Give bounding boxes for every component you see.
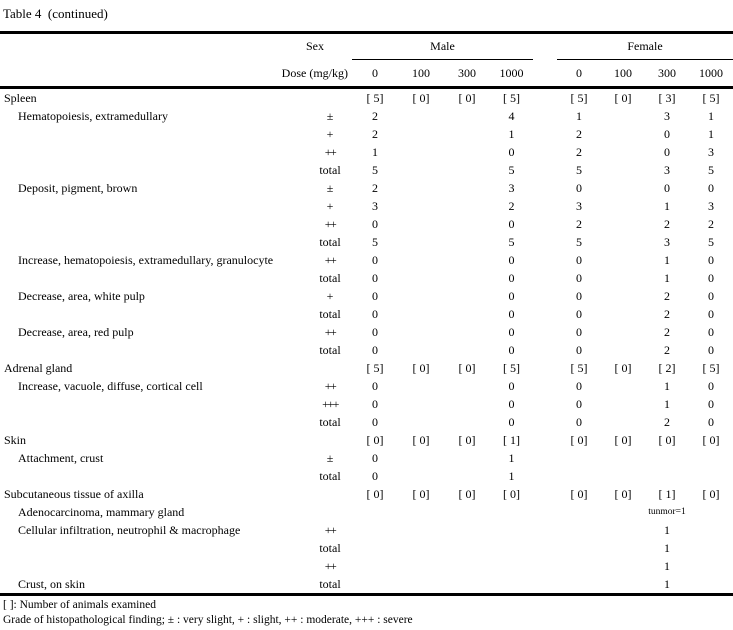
value-cell: 2 [372, 126, 378, 141]
value-cell: 0 [508, 378, 515, 393]
dose-col-male-0: 0 [372, 65, 378, 80]
value-cell: 0 [508, 342, 515, 357]
value-cell: [ 5] [570, 90, 588, 105]
value-cell: 0 [576, 288, 582, 303]
footnotes [0, 598, 733, 628]
value-cell: [ 5] [702, 360, 720, 375]
value-cell: 1 [664, 378, 670, 393]
value-cell: 0 [508, 144, 515, 159]
value-cell: 0 [664, 126, 670, 141]
table-row [0, 143, 733, 161]
table-row [0, 89, 733, 107]
row-label: Crust, on skin [18, 576, 86, 591]
value-cell: 1 [372, 144, 378, 159]
table-row [0, 323, 733, 341]
value-cell: 0 [576, 378, 582, 393]
value-cell: 2 [576, 216, 582, 231]
value-cell: 0 [664, 180, 670, 195]
value-cell: [ 0] [458, 486, 476, 501]
row-label: Deposit, pigment, brown [18, 180, 138, 195]
value-cell: [ 0] [458, 432, 476, 447]
value-cell: 0 [576, 180, 582, 195]
value-cell: 0 [576, 324, 582, 339]
row-label: Subcutaneous tissue of axilla [4, 486, 144, 501]
table-row [0, 179, 733, 197]
table-row [0, 413, 733, 431]
value-cell: 1 [664, 270, 670, 285]
table-row [0, 521, 733, 539]
value-cell: 0 [372, 378, 378, 393]
male-group-header: Male [352, 34, 533, 60]
table-row [0, 485, 733, 503]
bottom-rule [0, 593, 733, 596]
dose-col-male-1000: 1000 [499, 65, 524, 80]
value-cell: 0 [372, 288, 378, 303]
value-cell: [ 5] [503, 360, 520, 375]
row-label: Cellular infiltration, neutrophil & macrophage [18, 522, 241, 537]
value-cell: 2 [708, 216, 714, 231]
row-label: Spleen [4, 90, 37, 105]
grade-cell: +++ [322, 396, 338, 411]
row-label: Hematopoiesis, extramedullary [18, 108, 168, 123]
row-label: Adenocarcinoma, mammary gland [18, 504, 185, 519]
value-cell: 0 [708, 306, 714, 321]
value-cell: 5 [708, 234, 714, 249]
header-sex-row [0, 34, 733, 60]
table-row [0, 287, 733, 305]
grade-cell: total [319, 162, 341, 177]
value-cell: 3 [708, 198, 714, 213]
value-cell: 3 [708, 144, 714, 159]
value-cell: 1 [664, 540, 670, 555]
value-cell: 0 [508, 252, 515, 267]
grade-cell: total [319, 540, 341, 555]
grade-cell: ± [326, 450, 334, 465]
value-cell: 1 [508, 450, 515, 465]
dose-header-label: Dose (mg/kg) [281, 65, 348, 80]
grade-cell: ++ [324, 324, 336, 339]
dose-col-female-0: 0 [576, 65, 582, 80]
value-cell: 5 [372, 234, 378, 249]
value-cell: 0 [708, 378, 714, 393]
value-cell: 0 [372, 450, 378, 465]
value-cell: 2 [576, 126, 582, 141]
value-cell: 1 [664, 558, 670, 573]
value-cell: 2 [664, 342, 670, 357]
table-row [0, 125, 733, 143]
value-cell: 5 [708, 162, 714, 177]
footnote-grades: Grade of histopathological finding; ± : very slight, + : slight, ++ : moderate, +++ : severe [3, 614, 413, 626]
value-cell: 3 [664, 162, 670, 177]
value-cell: 5 [576, 234, 582, 249]
table-row [0, 503, 733, 521]
grade-cell: ++ [324, 216, 336, 231]
table-row [0, 557, 733, 575]
row-label: Adrenal gland [4, 360, 73, 375]
value-cell: 1 [576, 108, 582, 123]
value-cell: 2 [508, 198, 515, 213]
value-cell: [ 5] [366, 90, 384, 105]
footnote-brackets: [ ]: Number of animals examined [3, 599, 156, 611]
value-cell: 1 [664, 522, 670, 537]
value-cell: 4 [508, 108, 515, 123]
value-cell: 5 [508, 234, 515, 249]
value-cell: [ 1] [658, 486, 676, 501]
value-cell: [ 0] [614, 486, 632, 501]
table-row [0, 467, 733, 485]
dose-col-male-300: 300 [458, 65, 476, 80]
value-cell: [ 0] [658, 432, 676, 447]
value-cell: [ 0] [366, 432, 384, 447]
value-cell: 0 [708, 396, 714, 411]
value-cell: [ 5] [570, 360, 588, 375]
table-row [0, 449, 733, 467]
value-cell: 0 [372, 396, 378, 411]
value-cell: [ 0] [458, 360, 476, 375]
value-cell: 0 [576, 396, 582, 411]
grade-cell: ++ [324, 144, 336, 159]
table-row [0, 305, 733, 323]
table-row [0, 575, 733, 593]
row-label: Increase, hematopoiesis, extramedullary, granulocyte [18, 252, 274, 267]
value-cell: 0 [508, 324, 515, 339]
table-row [0, 197, 733, 215]
value-cell: 5 [576, 162, 582, 177]
value-cell: [ 5] [702, 90, 720, 105]
value-cell: [ 2] [658, 360, 676, 375]
value-cell: 1 [664, 576, 670, 591]
table-row [0, 251, 733, 269]
grade-cell: total [319, 468, 341, 483]
value-cell: 0 [576, 306, 582, 321]
value-cell: tunmor=1 [648, 507, 686, 517]
value-cell: 0 [508, 306, 515, 321]
value-cell: [ 0] [614, 360, 632, 375]
table-row [0, 215, 733, 233]
dose-col-male-100: 100 [412, 65, 430, 80]
value-cell: [ 0] [458, 90, 476, 105]
row-label: Attachment, crust [18, 450, 104, 465]
value-cell: 1 [508, 468, 515, 483]
value-cell: 2 [372, 108, 378, 123]
value-cell: [ 0] [412, 432, 430, 447]
value-cell: 0 [508, 270, 515, 285]
value-cell: 1 [508, 126, 515, 141]
table-row [0, 233, 733, 251]
value-cell: [ 0] [412, 360, 430, 375]
value-cell: [ 0] [702, 486, 720, 501]
value-cell: 0 [708, 342, 714, 357]
grade-cell: ++ [324, 558, 336, 573]
value-cell: 0 [508, 396, 515, 411]
grade-cell: ± [326, 108, 334, 123]
grade-cell: + [326, 126, 334, 141]
value-cell: 1 [664, 198, 670, 213]
row-label: Decrease, area, red pulp [18, 324, 134, 339]
value-cell: 1 [664, 252, 670, 267]
value-cell: 3 [372, 198, 378, 213]
value-cell: 0 [372, 216, 378, 231]
value-cell: 3 [664, 234, 670, 249]
value-cell: 2 [372, 180, 378, 195]
value-cell: 0 [508, 216, 515, 231]
value-cell: 0 [508, 414, 515, 429]
sex-header-label: Sex [306, 39, 324, 53]
table-title: Table 4 (continued) [3, 6, 108, 21]
value-cell: 1 [664, 396, 670, 411]
grade-cell: + [326, 288, 334, 303]
value-cell: 2 [664, 288, 670, 303]
value-cell: [ 0] [614, 432, 632, 447]
table-row [0, 341, 733, 359]
value-cell: 0 [372, 252, 378, 267]
table-row [0, 161, 733, 179]
value-cell: 0 [576, 414, 582, 429]
value-cell: 0 [708, 180, 714, 195]
grade-cell: ± [326, 180, 334, 195]
value-cell: [ 0] [570, 432, 588, 447]
table-row [0, 377, 733, 395]
table-row [0, 431, 733, 449]
value-cell: [ 0] [412, 90, 430, 105]
value-cell: [ 0] [503, 486, 520, 501]
value-cell: 0 [576, 270, 582, 285]
header-dose-row [0, 60, 733, 86]
value-cell: 0 [708, 324, 714, 339]
value-cell: [ 0] [412, 486, 430, 501]
value-cell: 3 [576, 198, 582, 213]
row-label: Increase, vacuole, diffuse, cortical cell [18, 378, 203, 393]
value-cell: 2 [664, 414, 670, 429]
value-cell: [ 0] [614, 90, 632, 105]
table-row [0, 395, 733, 413]
table-row [0, 359, 733, 377]
value-cell: 2 [664, 306, 670, 321]
grade-cell: ++ [324, 522, 336, 537]
value-cell: [ 5] [503, 90, 520, 105]
value-cell: 0 [372, 414, 378, 429]
value-cell: 2 [664, 216, 670, 231]
grade-cell: total [319, 306, 341, 321]
grade-cell: total [319, 234, 341, 249]
grade-cell: ++ [324, 252, 336, 267]
value-cell: [ 0] [570, 486, 588, 501]
value-cell: 3 [508, 180, 515, 195]
grade-cell: + [326, 198, 334, 213]
value-cell: 2 [576, 144, 582, 159]
value-cell: 0 [576, 342, 582, 357]
value-cell: [ 3] [658, 90, 676, 105]
value-cell: 0 [576, 252, 582, 267]
value-cell: [ 5] [366, 360, 384, 375]
value-cell: 0 [708, 270, 714, 285]
value-cell: 0 [664, 144, 670, 159]
value-cell: 2 [664, 324, 670, 339]
value-cell: 0 [508, 288, 515, 303]
dose-col-female-100: 100 [614, 65, 632, 80]
grade-cell: ++ [324, 378, 336, 393]
dose-col-female-1000: 1000 [699, 65, 723, 80]
row-label: Skin [4, 432, 27, 447]
value-cell: 0 [372, 306, 378, 321]
table-body [0, 89, 733, 593]
value-cell: 0 [708, 414, 714, 429]
value-cell: 0 [372, 270, 378, 285]
table-row [0, 539, 733, 557]
grade-cell: total [319, 414, 341, 429]
value-cell: 5 [372, 162, 378, 177]
value-cell: 3 [664, 108, 670, 123]
value-cell: 0 [708, 288, 714, 303]
value-cell: [ 1] [503, 432, 520, 447]
value-cell: 0 [372, 324, 378, 339]
value-cell: 0 [372, 468, 378, 483]
value-cell: 0 [372, 342, 378, 357]
grade-cell: total [319, 342, 341, 357]
grade-cell: total [319, 270, 341, 285]
row-label: Decrease, area, white pulp [18, 288, 145, 303]
dose-col-female-300: 300 [658, 65, 676, 80]
value-cell: 1 [708, 108, 714, 123]
table-row [0, 269, 733, 287]
value-cell: 1 [708, 126, 714, 141]
group-gap [533, 34, 557, 60]
value-cell: 5 [508, 162, 515, 177]
table-row [0, 107, 733, 125]
grade-cell: total [319, 576, 341, 591]
value-cell: [ 0] [702, 432, 720, 447]
value-cell: [ 0] [366, 486, 384, 501]
value-cell: 0 [708, 252, 714, 267]
female-group-header: Female [557, 34, 733, 60]
